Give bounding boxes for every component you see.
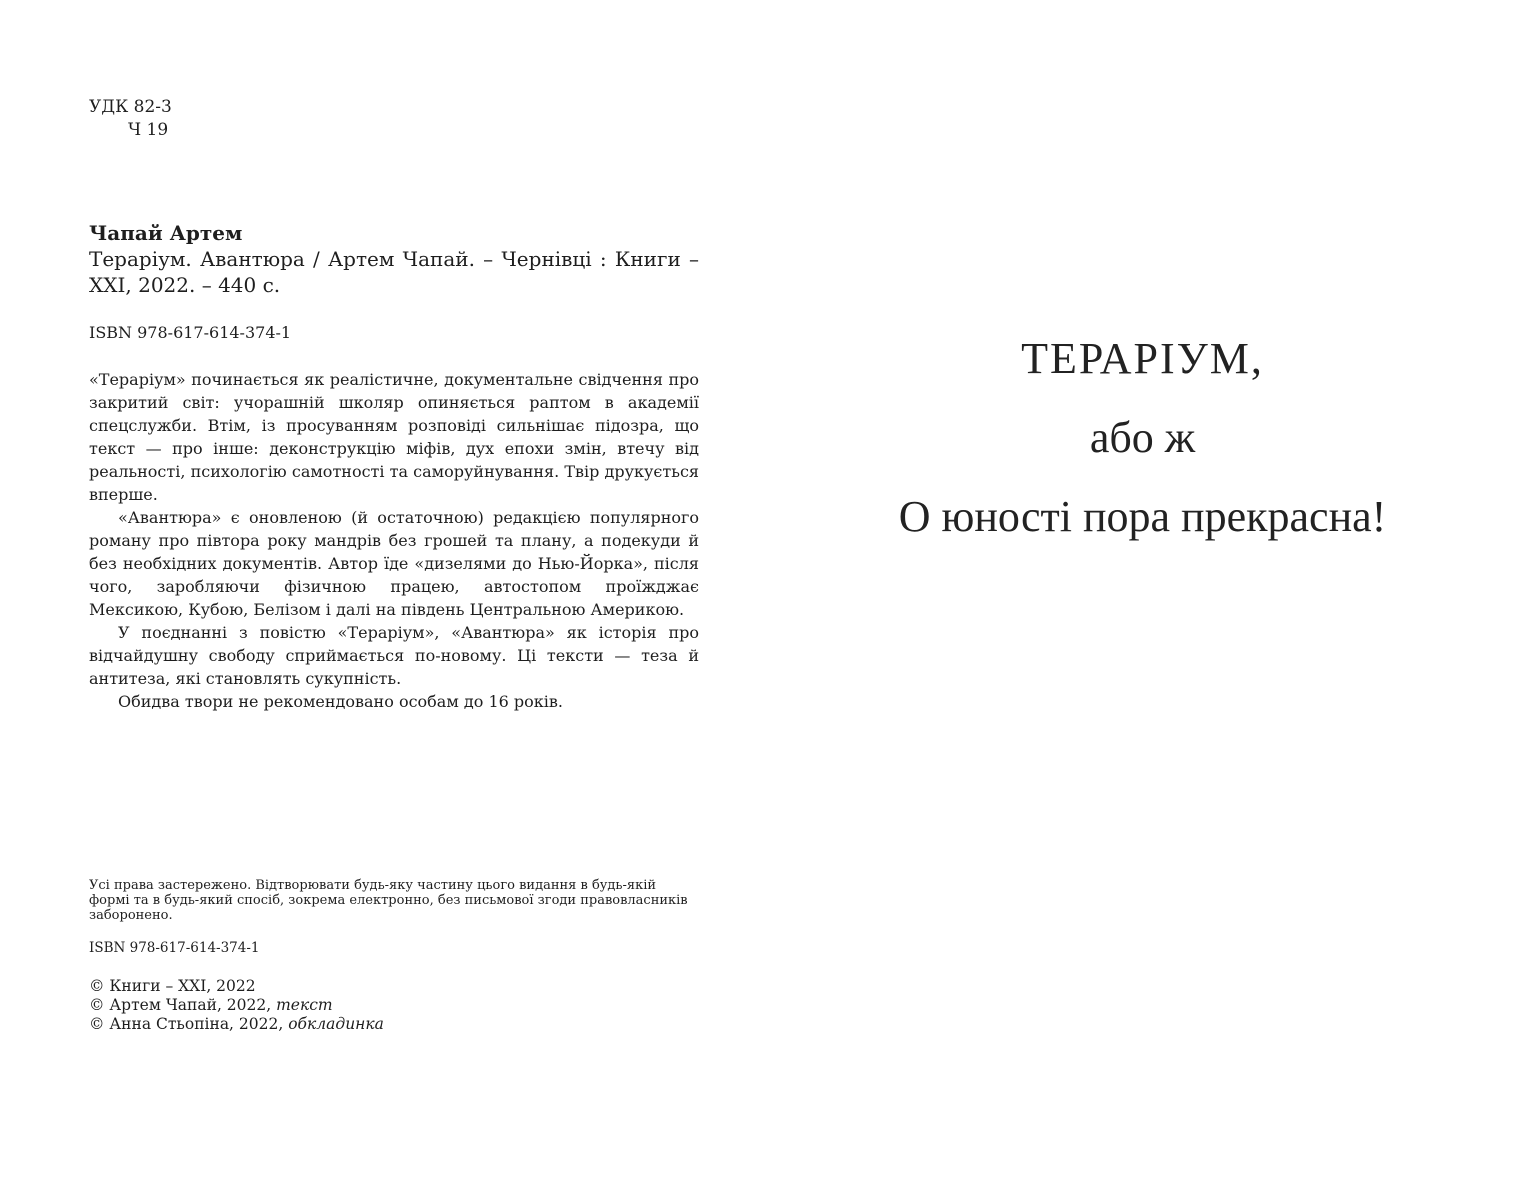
annotation <box>89 368 699 713</box>
bibliographic-record <box>89 220 699 298</box>
udc-classification <box>89 96 699 142</box>
isbn-bottom: ISBN 978-617-614-374-1 <box>89 940 260 956</box>
copyright-list <box>89 977 689 1034</box>
title-alternate: О юності пора прекрасна! <box>898 492 1387 541</box>
copyright-holder: © Артем Чапай, 2022, <box>89 996 277 1014</box>
copyright-role: текст <box>276 996 333 1014</box>
annotation-paragraph: «Авантюра» є оновленою (й остаточною) редакцією популярного роману про півтора року мандрів без грошей та плану, а подекуди й без необхідних документів. Автор їде «дизелями до Нью-Йорка», після чого, заробляючи фізичною працею, автостопом проїжджає Мексикою, Кубою, Белізом і далі на південь Центральною Америкою. <box>89 508 699 619</box>
isbn: ISBN 978-617-614-374-1 <box>89 323 292 342</box>
author-heading: Чапай Артем <box>89 221 243 245</box>
rights-block <box>89 878 689 1034</box>
copyright-line <box>89 977 689 996</box>
title-page <box>880 330 1405 546</box>
copyright-holder: © Книги – ХХІ, 2022 <box>89 977 256 995</box>
title-main: ТЕРАРІУМ, <box>1021 334 1264 383</box>
copyright-role: обкладинка <box>288 1015 384 1033</box>
bibliographic-description: Тераріум. Авантюра / Артем Чапай. – Чернівці : Книги – ХХІ, 2022. – 440 с. <box>89 247 699 297</box>
copyright-line <box>89 996 689 1015</box>
annotation-paragraph: Обидва твори не рекомендовано особам до 16 років. <box>118 692 563 711</box>
annotation-paragraph: У поєднанні з повістю «Тераріум», «Авантюра» як історія про відчайдушну свободу сприймається по-новому. Ці тексти — теза й антитеза, які становлять сукупність. <box>89 623 699 688</box>
copyright-holder: © Анна Стьопіна, 2022, <box>89 1015 289 1033</box>
title-connector: або ж <box>1089 413 1196 462</box>
imprint-page <box>89 96 699 1033</box>
copyright-line <box>89 1015 689 1034</box>
annotation-paragraph: «Тераріум» починається як реалістичне, документальне свідчення про закритий світ: учорашній школяр опиняється раптом в академії спецслужби. Втім, із просуванням розповіді сильнішає підозра, що текст — про інше: деконструкцію міфів, дух епохи змін, втечу від реальності, психологію самотності та саморуйнування. Твір друкується вперше. <box>89 370 699 504</box>
author-sign: Ч 19 <box>128 120 169 140</box>
rights-notice: Усі права застережено. Відтворювати будь-яку частину цього видання в будь-якій формі та в будь-який спосіб, зокрема електронно, без письмової згоди правовласників заборонено. <box>89 878 688 923</box>
udc-code: УДК 82-3 <box>89 97 172 117</box>
